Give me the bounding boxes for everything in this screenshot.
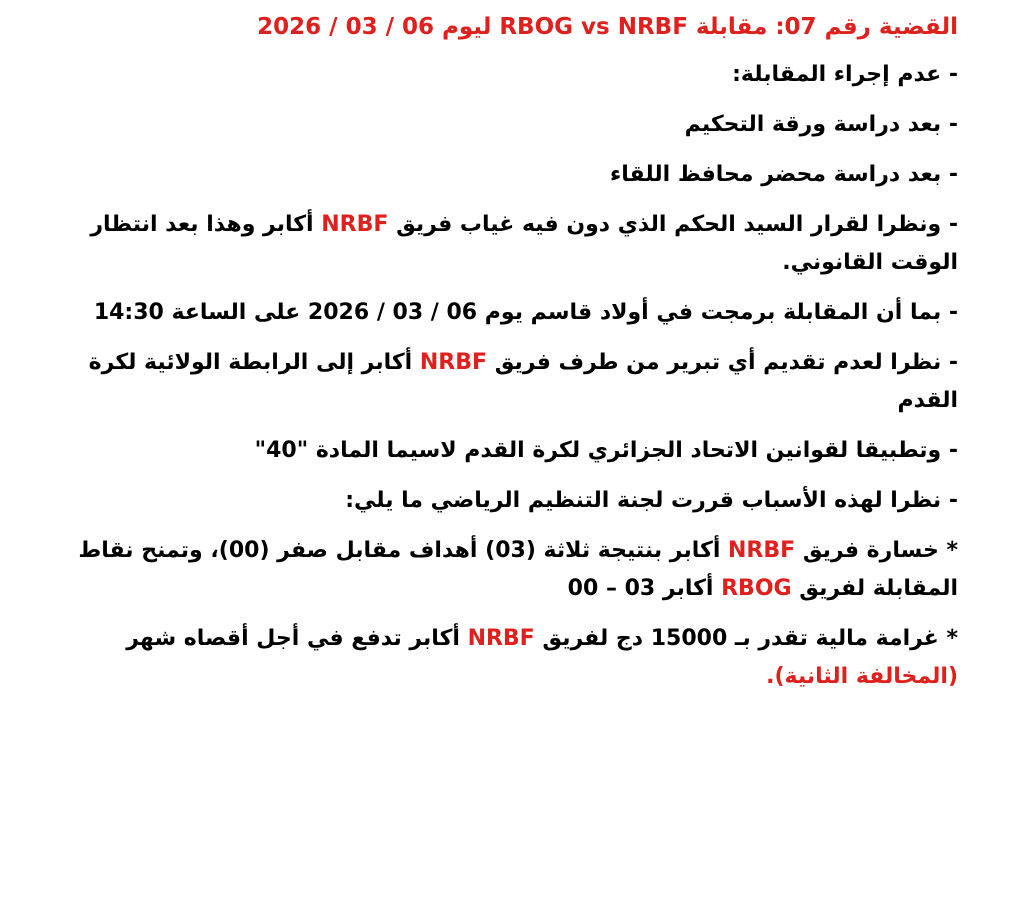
case-title-prefix: القضية رقم 07: مقابلة: [687, 14, 958, 40]
line-no-match: - عدم إجراء المقابلة:: [732, 62, 958, 87]
line-no-justification-a: - نظرا لعدم تقديم أي تبرير من طرف فريق: [487, 350, 958, 375]
decision-fine-a: * غرامة مالية تقدر بـ 15000 دج لفريق: [534, 626, 958, 651]
team-name-rbog: RBOG: [721, 576, 792, 601]
decision-forfeit-a: * خسارة فريق: [795, 538, 958, 563]
team-name-nrbf: NRBF: [467, 626, 535, 651]
line-referee-decision-a: - ونظرا لقرار السيد الحكم الذي دون فيه غياب فريق: [388, 212, 958, 237]
decision-fine: [40, 620, 958, 696]
second-offense-note: (المخالفة الثانية).: [766, 664, 958, 689]
case-title: [40, 8, 958, 46]
line-regulations: - وتطبيقا لقوانين الاتحاد الجزائري لكرة القدم لاسيما المادة "40": [254, 438, 958, 463]
decision-forfeit-b: أكابر بنتيجة ثلاثة (03) أهداف مقابل صفر (00)، وتمنح نقاط المقابلة لفريق: [78, 538, 958, 601]
decision-fine-b: أكابر تدفع في أجل أقصاه شهر: [126, 626, 468, 651]
decision-forfeit: [40, 532, 958, 608]
team-name-nrbf: NRBF: [728, 538, 796, 563]
line-no-justification: [40, 344, 958, 420]
line-no-justification-b: أكابر إلى الرابطة الولائية لكرة القدم: [88, 350, 958, 413]
team-name-nrbf: NRBF: [321, 212, 389, 237]
line-referee-decision-b: أكابر وهذا بعد انتظار الوقت القانوني.: [90, 212, 958, 275]
decision-forfeit-c: أكابر 03 – 00: [567, 576, 722, 601]
line-committee-decision: - نظرا لهذه الأسباب قررت لجنة التنظيم الرياضي ما يلي:: [345, 488, 958, 513]
case-title-match: RBOG vs NRBF: [499, 14, 688, 40]
team-name-nrbf: NRBF: [419, 350, 488, 375]
line-referee-decision: [40, 206, 958, 282]
line-schedule: - بما أن المقابلة برمجت في أولاد قاسم يوم 06 / 03 / 2026 على الساعة 14:30: [93, 300, 958, 325]
line-commissioner-report: - بعد دراسة محضر محافظ اللقاء: [610, 162, 958, 187]
line-referee-sheet: - بعد دراسة ورقة التحكيم: [684, 112, 958, 137]
case-title-suffix: ليوم 06 / 03 / 2026: [257, 14, 500, 40]
